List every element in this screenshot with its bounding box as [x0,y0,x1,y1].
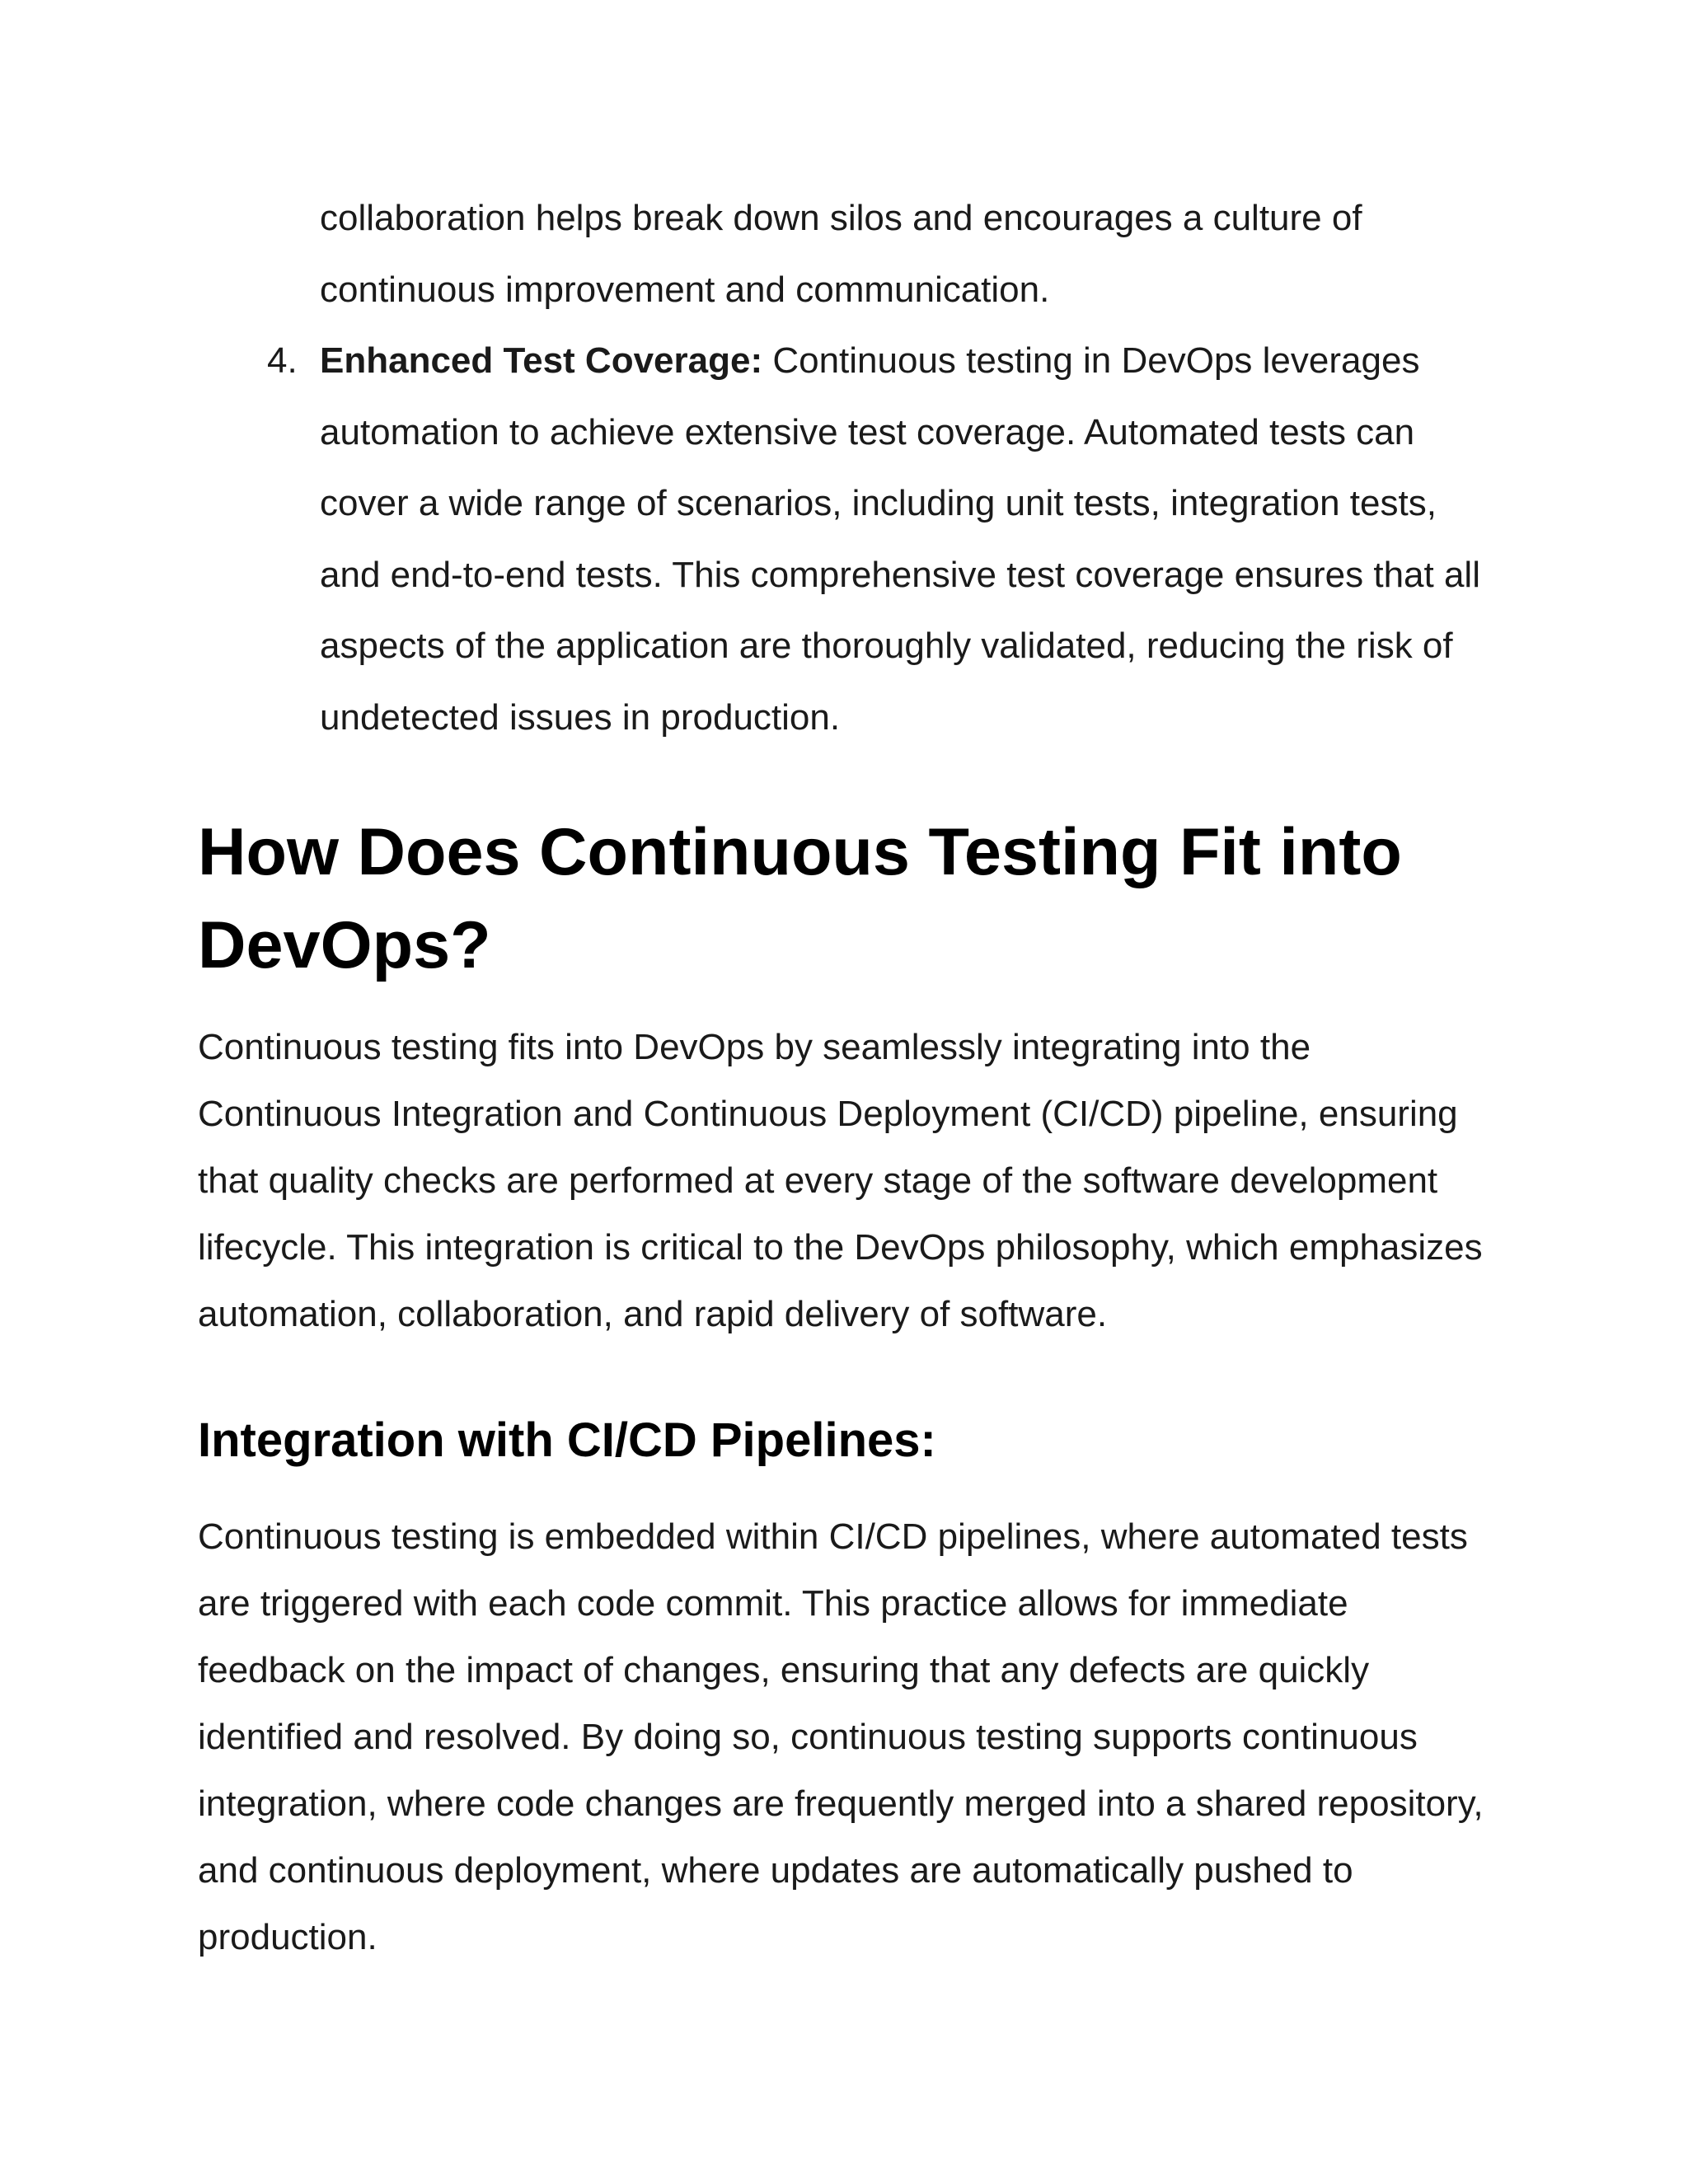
subsection-heading: Integration with CI/CD Pipelines: [198,1413,936,1467]
list-item-continued-text: collaboration helps break down silos and encourages a culture of continuous improvement and communication. [320,198,1362,310]
list-item-body: Continuous testing in DevOps leverages automation to achieve extensive test coverage. Automated tests can cover a wide range of scenarios, including unit tests, integration tests, and end-to-end tests. This comprehensive test coverage ensures that all aspects of the application are thoroughly validated, reducing the risk of undetected issues in production. [320,340,1480,738]
list-item-number: 4. [267,340,298,381]
section-paragraph: Continuous testing fits into DevOps by seamlessly integrating into the Continuous Integration and Continuous Deployment (CI/CD) pipeline, ensuring that quality checks are performed at every stage of the software development lifecycle. This integration is critical to the DevOps philosophy, which emphasizes automation, collaboration, and rapid delivery of software. [198,1027,1483,1334]
section-heading: How Does Continuous Testing Fit into DevOps? [198,815,1402,982]
subsection-paragraph: Continuous testing is embedded within CI/CD pipelines, where automated tests are triggered with each code commit. This practice allows for immediate feedback on the impact of changes, ensuring that any defects are quickly identified and resolved. By doing so, continuous testing supports continuous integration, where code changes are frequently merged into a shared repository, and continuous deployment, where updates are automatically pushed to production. [198,1516,1484,1957]
list-item-enhanced-test-coverage [267,326,1490,753]
list-item-title: Enhanced Test Coverage: [320,340,763,381]
